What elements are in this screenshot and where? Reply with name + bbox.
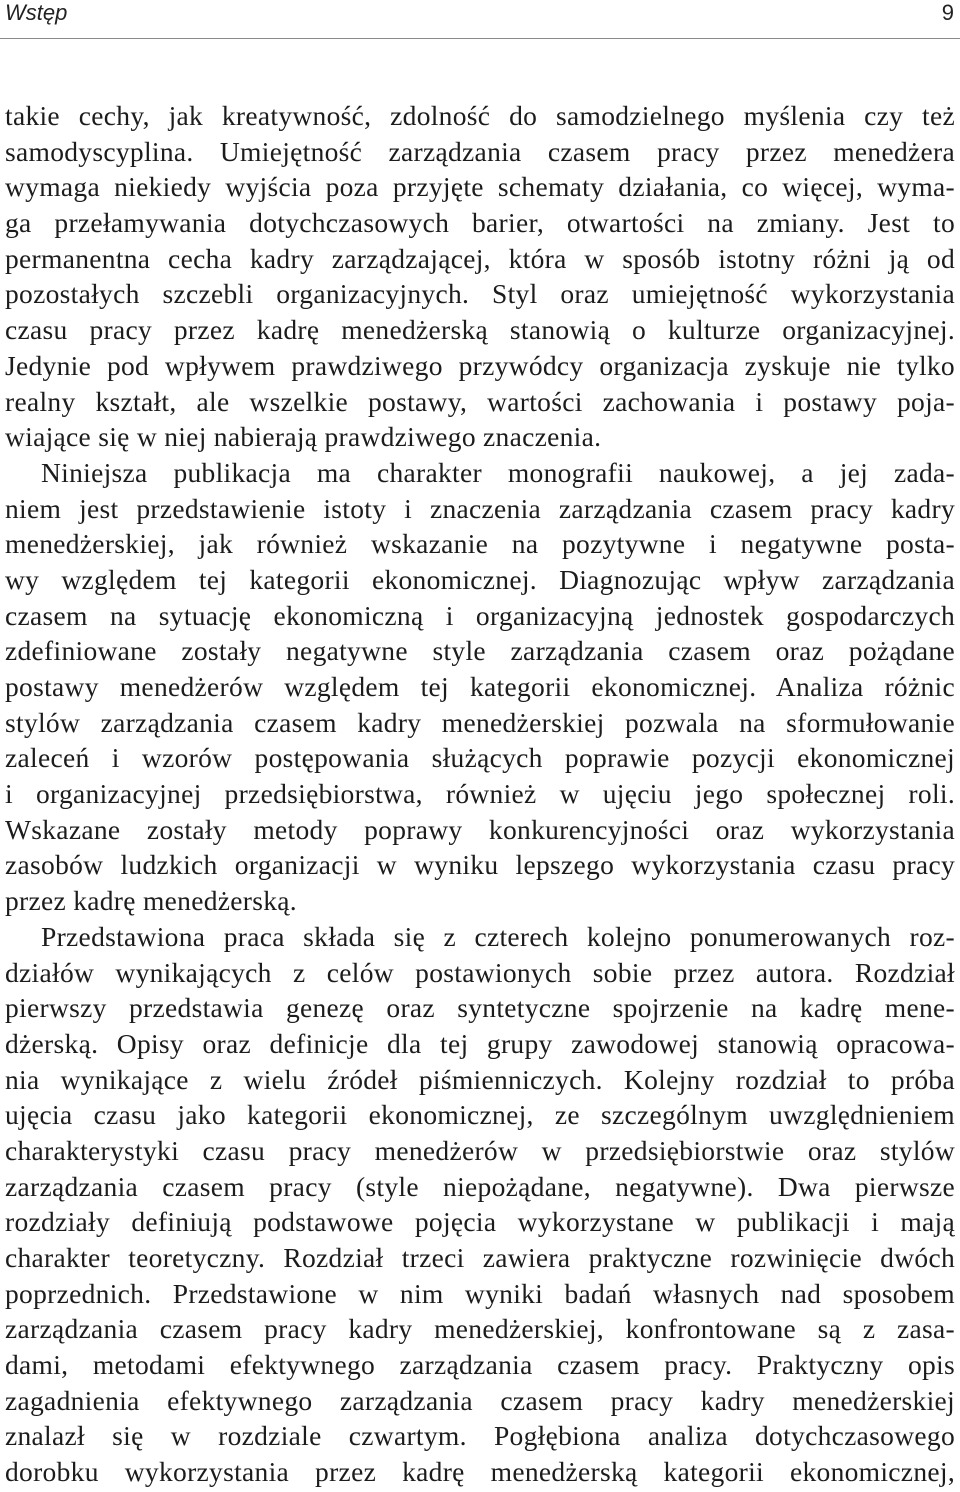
text-line: permanentna cecha kadry zarządzającej, która w sposób istotny różni ją od bbox=[5, 242, 955, 274]
text-line: zaleceń i wzorów postępowania służących poprawie pozycji ekonomicznej bbox=[5, 742, 955, 774]
page-number: 9 bbox=[941, 0, 954, 25]
text-line: zdefiniowane zostały negatywne style zarządzania czasem oraz pożądane bbox=[5, 635, 955, 667]
text-line: ujęcia czasu jako kategorii ekonomicznej, ze szczególnym uwzględnieniem bbox=[5, 1099, 955, 1131]
running-header bbox=[0, 0, 960, 39]
paragraph bbox=[5, 98, 955, 455]
paragraph bbox=[5, 919, 955, 1490]
text-line: takie cechy, jak kreatywność, zdolność do samodzielnego myślenia czy też bbox=[5, 100, 955, 131]
text-line: przez kadrę menedżerską. bbox=[5, 885, 297, 917]
text-line: dżerską. Opisy oraz definicje dla tej grupy zawodowej stanowią opracowa- bbox=[5, 1027, 955, 1059]
text-line: samodyscyplina. Umiejętność zarządzania czasem pracy przez menedżera bbox=[5, 135, 955, 167]
text-line: charakterystyki czasu pracy menedżerów w przedsiębiorstwie oraz stylów bbox=[5, 1134, 955, 1166]
text-line: zarządzania czasem pracy kadry menedżerskiej, konfrontowane są z zasa- bbox=[5, 1313, 955, 1345]
text-line: wiające się w niej nabierają prawdziwego znaczenia. bbox=[5, 421, 602, 453]
text-line: dorobku wykorzystania przez kadrę menedżerską kategorii ekonomicznej, bbox=[5, 1456, 955, 1488]
text-line: realny kształt, ale wszelkie postawy, wartości zachowania i postawy poja- bbox=[5, 385, 955, 417]
text-line: wymaga niekiedy wyjścia poza przyjęte schematy działania, co więcej, wyma- bbox=[5, 171, 955, 203]
running-title: Wstęp bbox=[5, 0, 68, 25]
text-line: rozdziały definiują podstawowe pojęcia wykorzystane w publikacji i mają bbox=[5, 1206, 955, 1238]
text-line: stylów zarządzania czasem kadry menedżerskiej pozwala na sformułowanie bbox=[5, 706, 955, 738]
text-line: dami, metodami efektywnego zarządzania czasem pracy. Praktyczny opis bbox=[5, 1349, 955, 1381]
text-line: Jedynie pod wpływem prawdziwego przywódcy organizacja zyskuje nie tylko bbox=[5, 349, 955, 381]
text-line: czasu pracy przez kadrę menedżerską stanowią o kulturze organizacyjnej. bbox=[5, 314, 955, 346]
text-line: wy względem tej kategorii ekonomicznej. Diagnozując wpływ zarządzania bbox=[5, 563, 955, 595]
text-line: zarządzania czasem pracy (style niepożądane, negatywne). Dwa pierwsze bbox=[5, 1170, 955, 1202]
paragraph bbox=[5, 455, 955, 919]
text-line: poprzednich. Przedstawione w nim wyniki badań własnych nad sposobem bbox=[5, 1277, 955, 1309]
text-line: zagadnienia efektywnego zarządzania czasem pracy kadry menedżerskiej bbox=[5, 1384, 955, 1416]
text-line: zasobów ludzkich organizacji w wyniku lepszego wykorzystania czasu pracy bbox=[5, 849, 955, 881]
text-line: Wskazane zostały metody poprawy konkurencyjności oraz wykorzystania bbox=[5, 813, 955, 845]
text-line: Niniejsza publikacja ma charakter monografii naukowej, a jej zada- bbox=[41, 456, 955, 488]
text-line: pozostałych szczebli organizacyjnych. Styl oraz umiejętność wykorzystania bbox=[5, 278, 955, 310]
text-line: menedżerskiej, jak również wskazanie na pozytywne i negatywne posta- bbox=[5, 528, 955, 560]
text-line: znalazł się w rozdziale czwartym. Pogłębiona analiza dotychczasowego bbox=[5, 1420, 955, 1452]
text-line: ga przełamywania dotychczasowych barier, otwartości na zmiany. Jest to bbox=[5, 207, 955, 239]
text-line: postawy menedżerów względem tej kategorii ekonomicznej. Analiza różnic bbox=[5, 671, 955, 702]
text-line: działów wynikających z celów postawionych sobie przez autora. Rozdział bbox=[5, 956, 955, 988]
text-line: pierwszy przedstawia genezę oraz syntetyczne spojrzenie na kadrę mene- bbox=[5, 992, 955, 1024]
text-line: Przedstawiona praca składa się z czterech kolejno ponumerowanych roz- bbox=[41, 920, 955, 952]
text-line: czasem na sytuację ekonomiczną i organizacyjną jednostek gospodarczych bbox=[5, 599, 955, 631]
text-line: charakter teoretyczny. Rozdział trzeci zawiera praktyczne rozwinięcie dwóch bbox=[5, 1242, 955, 1273]
body-text bbox=[5, 98, 955, 1490]
text-line: i organizacyjnej przedsiębiorstwa, również w ujęciu jego społecznej roli. bbox=[5, 778, 955, 810]
text-line: nia wynikające z wielu źródeł piśmienniczych. Kolejny rozdział to próba bbox=[5, 1063, 955, 1095]
text-line: niem jest przedstawienie istoty i znaczenia zarządzania czasem pracy kadry bbox=[5, 492, 955, 524]
